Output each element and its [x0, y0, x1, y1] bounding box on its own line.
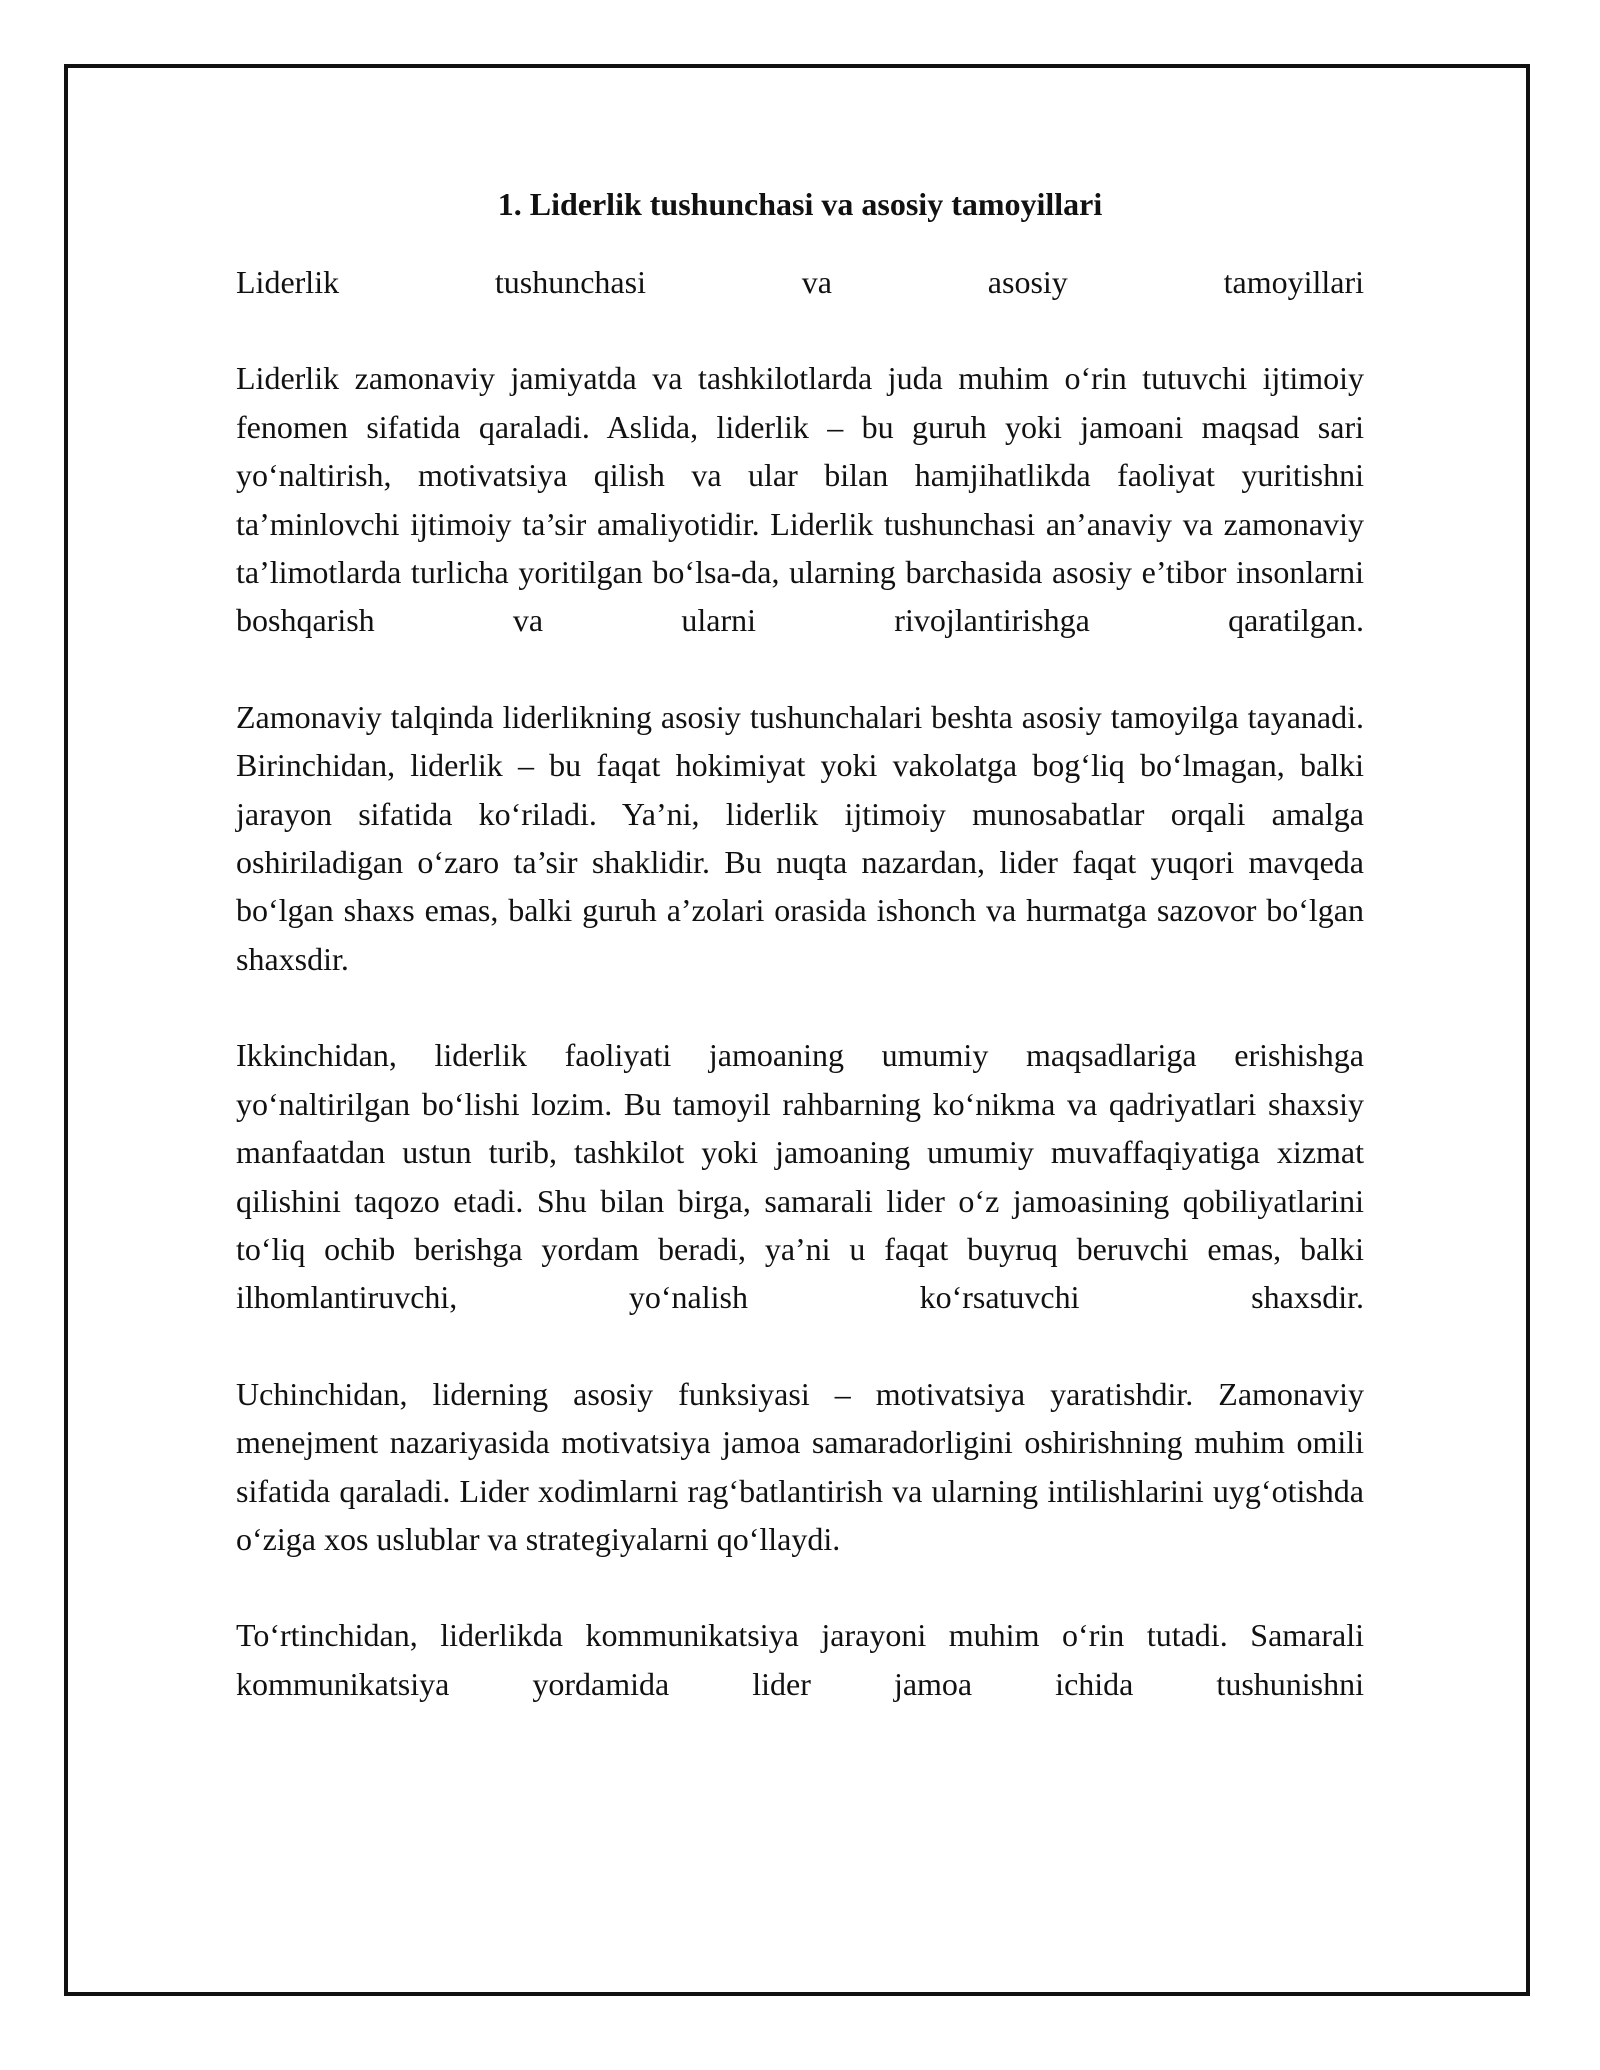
paragraph-3: Ikkinchidan, liderlik faoliyati jamoaning umumiy maqsadlariga erishishga yo‘naltirilgan bo‘lishi lozim. Bu tamoyil rahbarning ko‘nikma va qadriyatlari shaxsiy manfaatdan ustun turib, tashkilot yoki jamoaning umumiy muvaffaqiyatiga xizmat qilishini taqozo etadi. Shu bilan birga, samarali lider o‘z jamoasining qobiliyatlarini to‘liq ochib berishga yordam beradi, ya’ni u faqat buyruq beruvchi emas, balki ilhomlantiruvchi, yo‘nalish ko‘rsatuvchi shaxsdir.	[236, 1037, 1364, 1316]
paragraph-5: To‘rtinchidan, liderlikda kommunikatsiya jarayoni muhim o‘rin tutadi. Samarali kommunikatsiya yordamida lider jamoa ichida tushunishni	[236, 1617, 1364, 1702]
paragraph-2: Zamonaviy talqinda liderlikning asosiy tushunchalari beshta asosiy tamoyilga tayanadi. Birinchidan, liderlik – bu faqat hokimiyat yoki vakolatga bog‘liq bo‘lmagan, balki jarayon sifatida ko‘riladi. Ya’ni, liderlik ijtimoiy munosabatlar orqali amalga oshiriladigan o‘zaro ta’sir shaklidir. Bu nuqta nazardan, lider faqat yuqori mavqeda bo‘lgan shaxs emas, balki guruh a’zolari orasida ishonch va hurmatga sazovor bo‘lgan shaxsdir.	[236, 698, 1364, 977]
paragraph-4: Uchinchidan, liderning asosiy funksiyasi – motivatsiya yaratishdir. Zamonaviy menejment nazariyasida motivatsiya jamoa samaradorligini oshirishning muhim omili sifatida qaraladi. Lider xodimlarni rag‘batlantirish va ularning intilishlarini uyg‘otishda o‘ziga xos uslublar va strategiyalarni qo‘llaydi.	[236, 1375, 1364, 1557]
paragraph-subtitle: Liderlik tushunchasi va asosiy tamoyillari	[236, 264, 1364, 300]
paragraph-1: Liderlik zamonaviy jamiyatda va tashkilotlarda juda muhim o‘rin tutuvchi ijtimoiy fenomen sifatida qaraladi. Aslida, liderlik – bu guruh yoki jamoani maqsad sari yo‘naltirish, motivatsiya qilish va ular bilan hamjihatlikda faoliyat yuritishni ta’minlovchi ijtimoiy ta’sir amaliyotidir. Liderlik tushunchasi an’anaviy va zamonaviy ta’limotlarda turlicha yoritilgan bo‘lsa-da, ularning barchasida asosiy e’tibor insonlarni boshqarish va ularni rivojlantirishga qaratilgan.	[236, 360, 1364, 639]
section-heading: 1. Liderlik tushunchasi va asosiy tamoyillari	[497, 186, 1103, 222]
document-body	[236, 180, 1364, 1708]
